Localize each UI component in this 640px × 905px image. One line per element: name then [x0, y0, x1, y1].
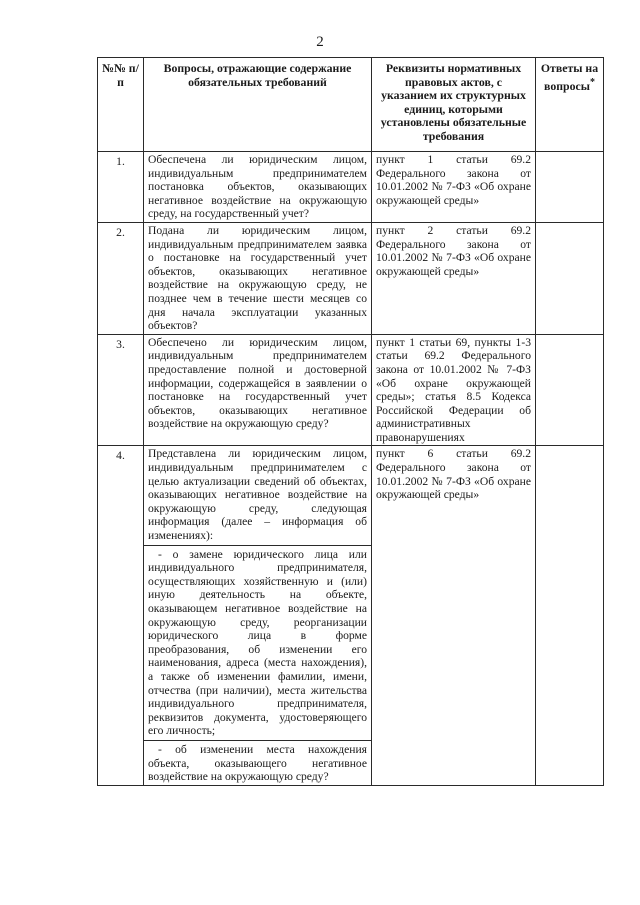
row-reference: пункт 2 статьи 69.2 Федерального закона от 10.01.2002 № 7-ФЗ «Об охране окружающей среды»: [372, 222, 536, 334]
header-reference: Реквизиты нормативных правовых актов, с указанием их структурных единиц, которыми установлены обязательные требования: [372, 58, 536, 152]
page-number: 2: [316, 34, 324, 50]
row-answer[interactable]: [536, 446, 604, 785]
table-row: [98, 152, 604, 223]
row-num: 3.: [98, 334, 144, 446]
header-question: Вопросы, отражающие содержание обязательных требований: [144, 58, 372, 152]
header-num: №№ п/п: [98, 58, 144, 152]
row-num: 2.: [98, 222, 144, 334]
row-reference: пункт 6 статьи 69.2 Федерального закона от 10.01.2002 № 7-ФЗ «Об охране окружающей среды»: [372, 446, 536, 785]
row-answer[interactable]: [536, 152, 604, 223]
row-num: 4.: [98, 446, 144, 785]
row-reference: пункт 1 статьи 69, пункты 1-3 статьи 69.2 Федерального закона от 10.01.2002 № 7-ФЗ «Об охране окружающей среды»; статья 8.5 Кодекса Российской Федерации об административных правонарушениях: [372, 334, 536, 446]
row-answer[interactable]: [536, 222, 604, 334]
row-answer[interactable]: [536, 334, 604, 446]
header-answer-text: Ответы на вопросы: [540, 61, 599, 93]
requirements-table: [97, 57, 604, 786]
row-question: Представлена ли юридическим лицом, индивидуальным предпринимателем с целью актуализации сведений об объектах, оказывающих негативное воздействие на окружающую среду, следующая информация (далее – информация об изменениях):: [148, 447, 367, 543]
table-row: [98, 222, 604, 334]
row-question-group: [144, 446, 372, 785]
row-reference: пункт 1 статьи 69.2 Федерального закона от 10.01.2002 № 7-ФЗ «Об охране окружающей среды»: [372, 152, 536, 223]
row-sub-item: - об изменении места нахождения объекта, оказывающего негативное воздействие на окружающую среду?: [144, 740, 371, 784]
header-answer-mark: *: [589, 76, 595, 88]
header-answer: [536, 58, 604, 152]
row-question: Обеспечена ли юридическим лицом, индивидуальным предпринимателем постановка объектов, оказывающих негативное воздействие на окружающую среду, на государственный учет?: [144, 152, 372, 223]
table-row: [98, 446, 604, 785]
row-num: 1.: [98, 152, 144, 223]
row-question: Подана ли юридическим лицом, индивидуальным предпринимателем заявка о постановке на государственный учет объектов, оказывающих негативное воздействие на окружающую среду, не позднее чем в течение шести месяцев со дня начала эксплуатации указанных объектов?: [144, 222, 372, 334]
row-question: Обеспечено ли юридическим лицом, индивидуальным предпринимателем предоставление полной и достоверной информации, содержащейся в заявлении о постановке на государственный учет объектов, оказывающих негативное воздействие на окружающую среду?: [144, 334, 372, 446]
row-sub-item: - о замене юридического лица или индивидуального предпринимателя, осуществляющих хозяйственную и (или) иную деятельность на объекте, оказывающем негативное воздействие на окружающую среду, реорганизации юридического лица в форме преобразования, об изменении его наименования, адреса (места нахождения), а также об изменении фамилии, имени, отчества (при наличии), места жительства индивидуального предпринимателя, реквизитов документа, удостоверяющего его личность;: [144, 545, 371, 738]
table-row: [98, 334, 604, 446]
table-header-row: [98, 58, 604, 152]
